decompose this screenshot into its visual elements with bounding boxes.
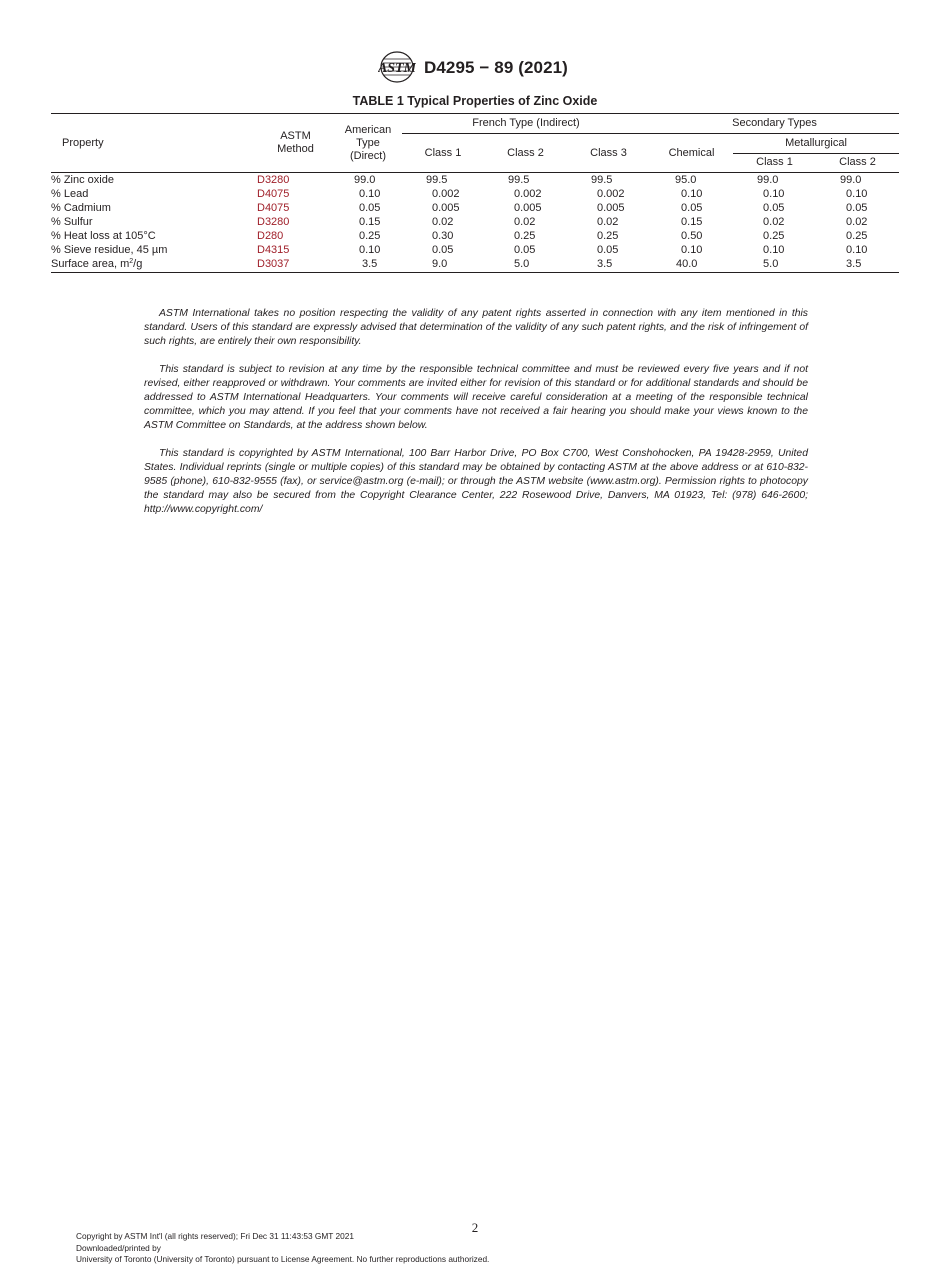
header-secondary-types: Secondary Types bbox=[650, 114, 899, 134]
footer-line-2: Downloaded/printed by bbox=[76, 1242, 161, 1253]
patent-notice: ASTM International takes no position respecting the validity of any patent rights asserted in connection with any item mentioned in this standard. Users of this standard are expressly advised that determination of the validity of any such patent rights, and the risk of infringement of such rights, are entirely their own responsibility. bbox=[144, 308, 808, 347]
revision-notice: This standard is subject to revision at any time by the responsible technical committee and must be reviewed every five years and if not revised, either reapproved or withdrawn. Your comments are invited either for revision of this standard or for additional standards and should be addressed to ASTM International Headquarters. Your comments will receive careful consideration at a meeting of the responsible technical committee, which you may attend. If you feel that your comments have not received a fair hearing you should make your views known to the ASTM Committee on Standards, at the address shown below. bbox=[144, 364, 808, 431]
header-met-class-2: Class 2 bbox=[816, 154, 899, 173]
method-link[interactable]: D3280 bbox=[257, 174, 290, 186]
table-row: % Lead D4075 0.10 0.002 0.002 0.002 0.10 0.10 0.10 bbox=[51, 188, 868, 200]
header-french-class-3: Class 3 bbox=[567, 134, 650, 173]
header-french-class-1: Class 1 bbox=[402, 134, 484, 173]
header-astm-method: ASTM Method bbox=[257, 114, 334, 173]
header-chemical: Chemical bbox=[650, 134, 733, 173]
header-french-type: French Type (Indirect) bbox=[402, 114, 650, 134]
method-link[interactable]: D4075 bbox=[257, 188, 290, 200]
page-number: 2 bbox=[471, 1220, 479, 1235]
method-link[interactable]: D3280 bbox=[257, 216, 290, 228]
table-row: % Sulfur D3280 0.15 0.02 0.02 0.02 0.15 0.02 0.02 bbox=[51, 216, 868, 228]
method-link[interactable]: D4075 bbox=[257, 202, 290, 214]
table-row: % Sieve residue, 45 µm D4315 0.10 0.05 0.05 0.05 0.10 0.10 0.10 bbox=[51, 244, 868, 256]
properties-table bbox=[51, 113, 899, 273]
table-title: TABLE 1 Typical Properties of Zinc Oxide bbox=[352, 94, 598, 108]
footer bbox=[76, 1231, 489, 1266]
table-row: % Zinc oxide D3280 99.0 99.5 99.5 99.5 95.0 99.0 99.0 bbox=[51, 174, 862, 186]
copyright-notice: This standard is copyrighted by ASTM International, 100 Barr Harbor Drive, PO Box C700, West Conshohocken, PA 19428-2959, United States. Individual reprints (single or multiple copies) of this standard may be obtained by contacting ASTM at the above address or at 610-832-9585 (phone), 610-832-9555 (fax), or service@astm.org (e-mail); or through the ASTM website (www.astm.org). Permission rights to photocopy the standard may also be secured from the Copyright Clearance Center, 222 Rosewood Drive, Danvers, MA 01923, Tel: (978) 646-2600; http://www.copyright.com/ bbox=[144, 448, 808, 515]
table-row: % Heat loss at 105°C D280 0.25 0.30 0.25 0.25 0.50 0.25 0.25 bbox=[51, 230, 868, 242]
header-met-class-1: Class 1 bbox=[733, 154, 816, 173]
method-link[interactable]: D3037 bbox=[257, 257, 334, 273]
svg-text:ASTM: ASTM bbox=[378, 61, 416, 76]
header-american-type: American Type (Direct) bbox=[334, 114, 402, 173]
footer-line-1: Copyright by ASTM Int'l (all rights reserved); Fri Dec 31 11:43:53 GMT 2021 bbox=[76, 1231, 354, 1241]
table-row: Surface area, $m^2/g$ D3037 3.5 9.0 5.0 3.5 40.0 5.0 3.5 bbox=[51, 257, 899, 273]
table-row: % Cadmium D4075 0.05 0.005 0.005 0.005 0.05 0.05 0.05 bbox=[51, 202, 868, 214]
footer-line-3: University of Toronto (University of Toronto) pursuant to License Agreement. No further reproductions authorized. bbox=[76, 1254, 490, 1264]
header-property: Property bbox=[51, 114, 257, 173]
astm-logo-icon bbox=[378, 50, 416, 84]
notes-section bbox=[144, 307, 808, 531]
header-french-class-2: Class 2 bbox=[484, 134, 567, 173]
page-header bbox=[0, 50, 950, 86]
method-link[interactable]: D280 bbox=[257, 230, 284, 242]
document-id: D4295 − 89 (2021) bbox=[424, 58, 568, 77]
method-link[interactable]: D4315 bbox=[257, 244, 290, 256]
header-metallurgical: Metallurgical bbox=[733, 134, 899, 154]
